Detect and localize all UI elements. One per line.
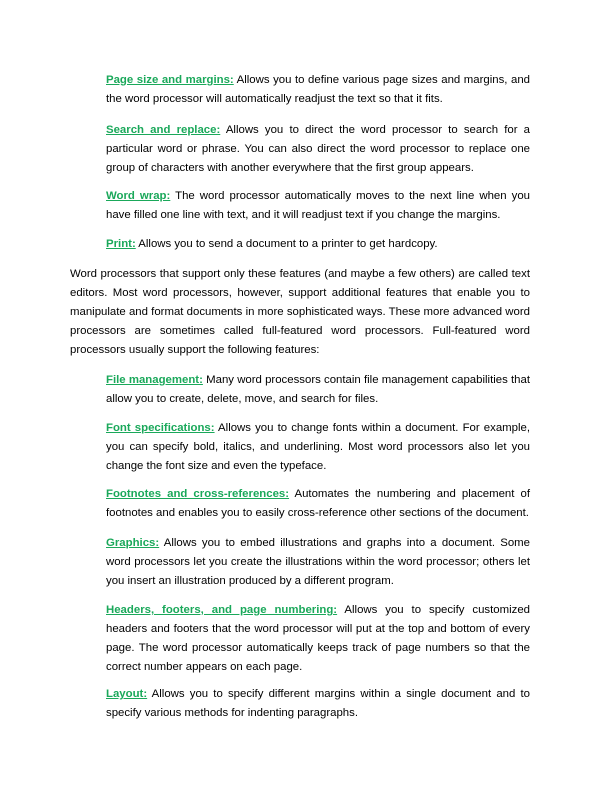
term-link-footnotes-and-cross-references[interactable]: Footnotes and cross-references: [106, 488, 290, 500]
feature-description: Automates the numbering and placement of footnotes and enables you to easily cross-reference other sections of the document. [106, 488, 530, 519]
intro-paragraph: Word processors that support only these features (and maybe a few others) are called text editors. Most word processors, however, support additional features that enable you to manipulate and format documents in more sophisticated ways. These more advanced word processors are sometimes called full-featured word processors. Full-featured word processors usually support the following features: [70, 268, 530, 356]
feature-font-specifications [106, 419, 530, 476]
feature-graphics [106, 534, 530, 591]
feature-description: Allows you to specify different margins within a single document and to specify various methods for indenting paragraphs. [106, 688, 530, 719]
term-link-graphics[interactable]: Graphics: [106, 537, 160, 549]
term-link-font-specifications[interactable]: Font specifications: [106, 422, 215, 434]
feature-search-and-replace [106, 121, 530, 178]
term-link-page-size-and-margins[interactable]: Page size and margins: [106, 74, 234, 86]
feature-file-management [106, 371, 530, 409]
feature-layout [106, 685, 530, 723]
feature-page-size-and-margins [106, 71, 530, 109]
feature-description: The word processor automatically moves to the next line when you have filled one line with text, and it will readjust text if you change the margins. [106, 190, 531, 221]
term-link-file-management[interactable]: File management: [106, 374, 203, 386]
feature-description: Allows you to direct the word processor to search for a particular word or phrase. You can also direct the word processor to replace one group of characters with another everywhere that the first group appears. [106, 124, 531, 174]
feature-description: Allows you to send a document to a printer to get hardcopy. [135, 238, 438, 250]
feature-description: Many word processors contain file management capabilities that allow you to create, delete, move, and search for files. [106, 374, 531, 405]
feature-print [106, 235, 530, 254]
feature-word-wrap [106, 187, 530, 225]
feature-description: Allows you to change fonts within a document. For example, you can specify bold, italics, and underlining. Most word processors also let you change the font size and even the typeface. [106, 422, 531, 472]
term-link-word-wrap[interactable]: Word wrap: [106, 190, 171, 202]
feature-description: Allows you to define various page sizes and margins, and the word processor will automatically readjust the text so that it fits. [106, 74, 531, 105]
feature-description: Allows you to embed illustrations and graphs into a document. Some word processors let you create the illustrations within the word processor; others let you insert an illustration produced by a different program. [106, 537, 530, 587]
term-link-headers-footers-and-page-numbering[interactable]: Headers, footers, and page numbering: [106, 604, 338, 616]
feature-description: Allows you to specify customized headers and footers that the word processor will put at the top and bottom of every page. The word processor automatically keeps track of page numbers so that the correct number appears on each page. [106, 604, 530, 673]
term-link-layout[interactable]: Layout: [106, 688, 148, 700]
term-link-print[interactable]: Print: [106, 238, 136, 250]
term-link-search-and-replace[interactable]: Search and replace: [106, 124, 221, 136]
feature-footnotes-and-cross-references [106, 485, 530, 523]
feature-headers-footers-and-page-numbering [106, 601, 530, 677]
